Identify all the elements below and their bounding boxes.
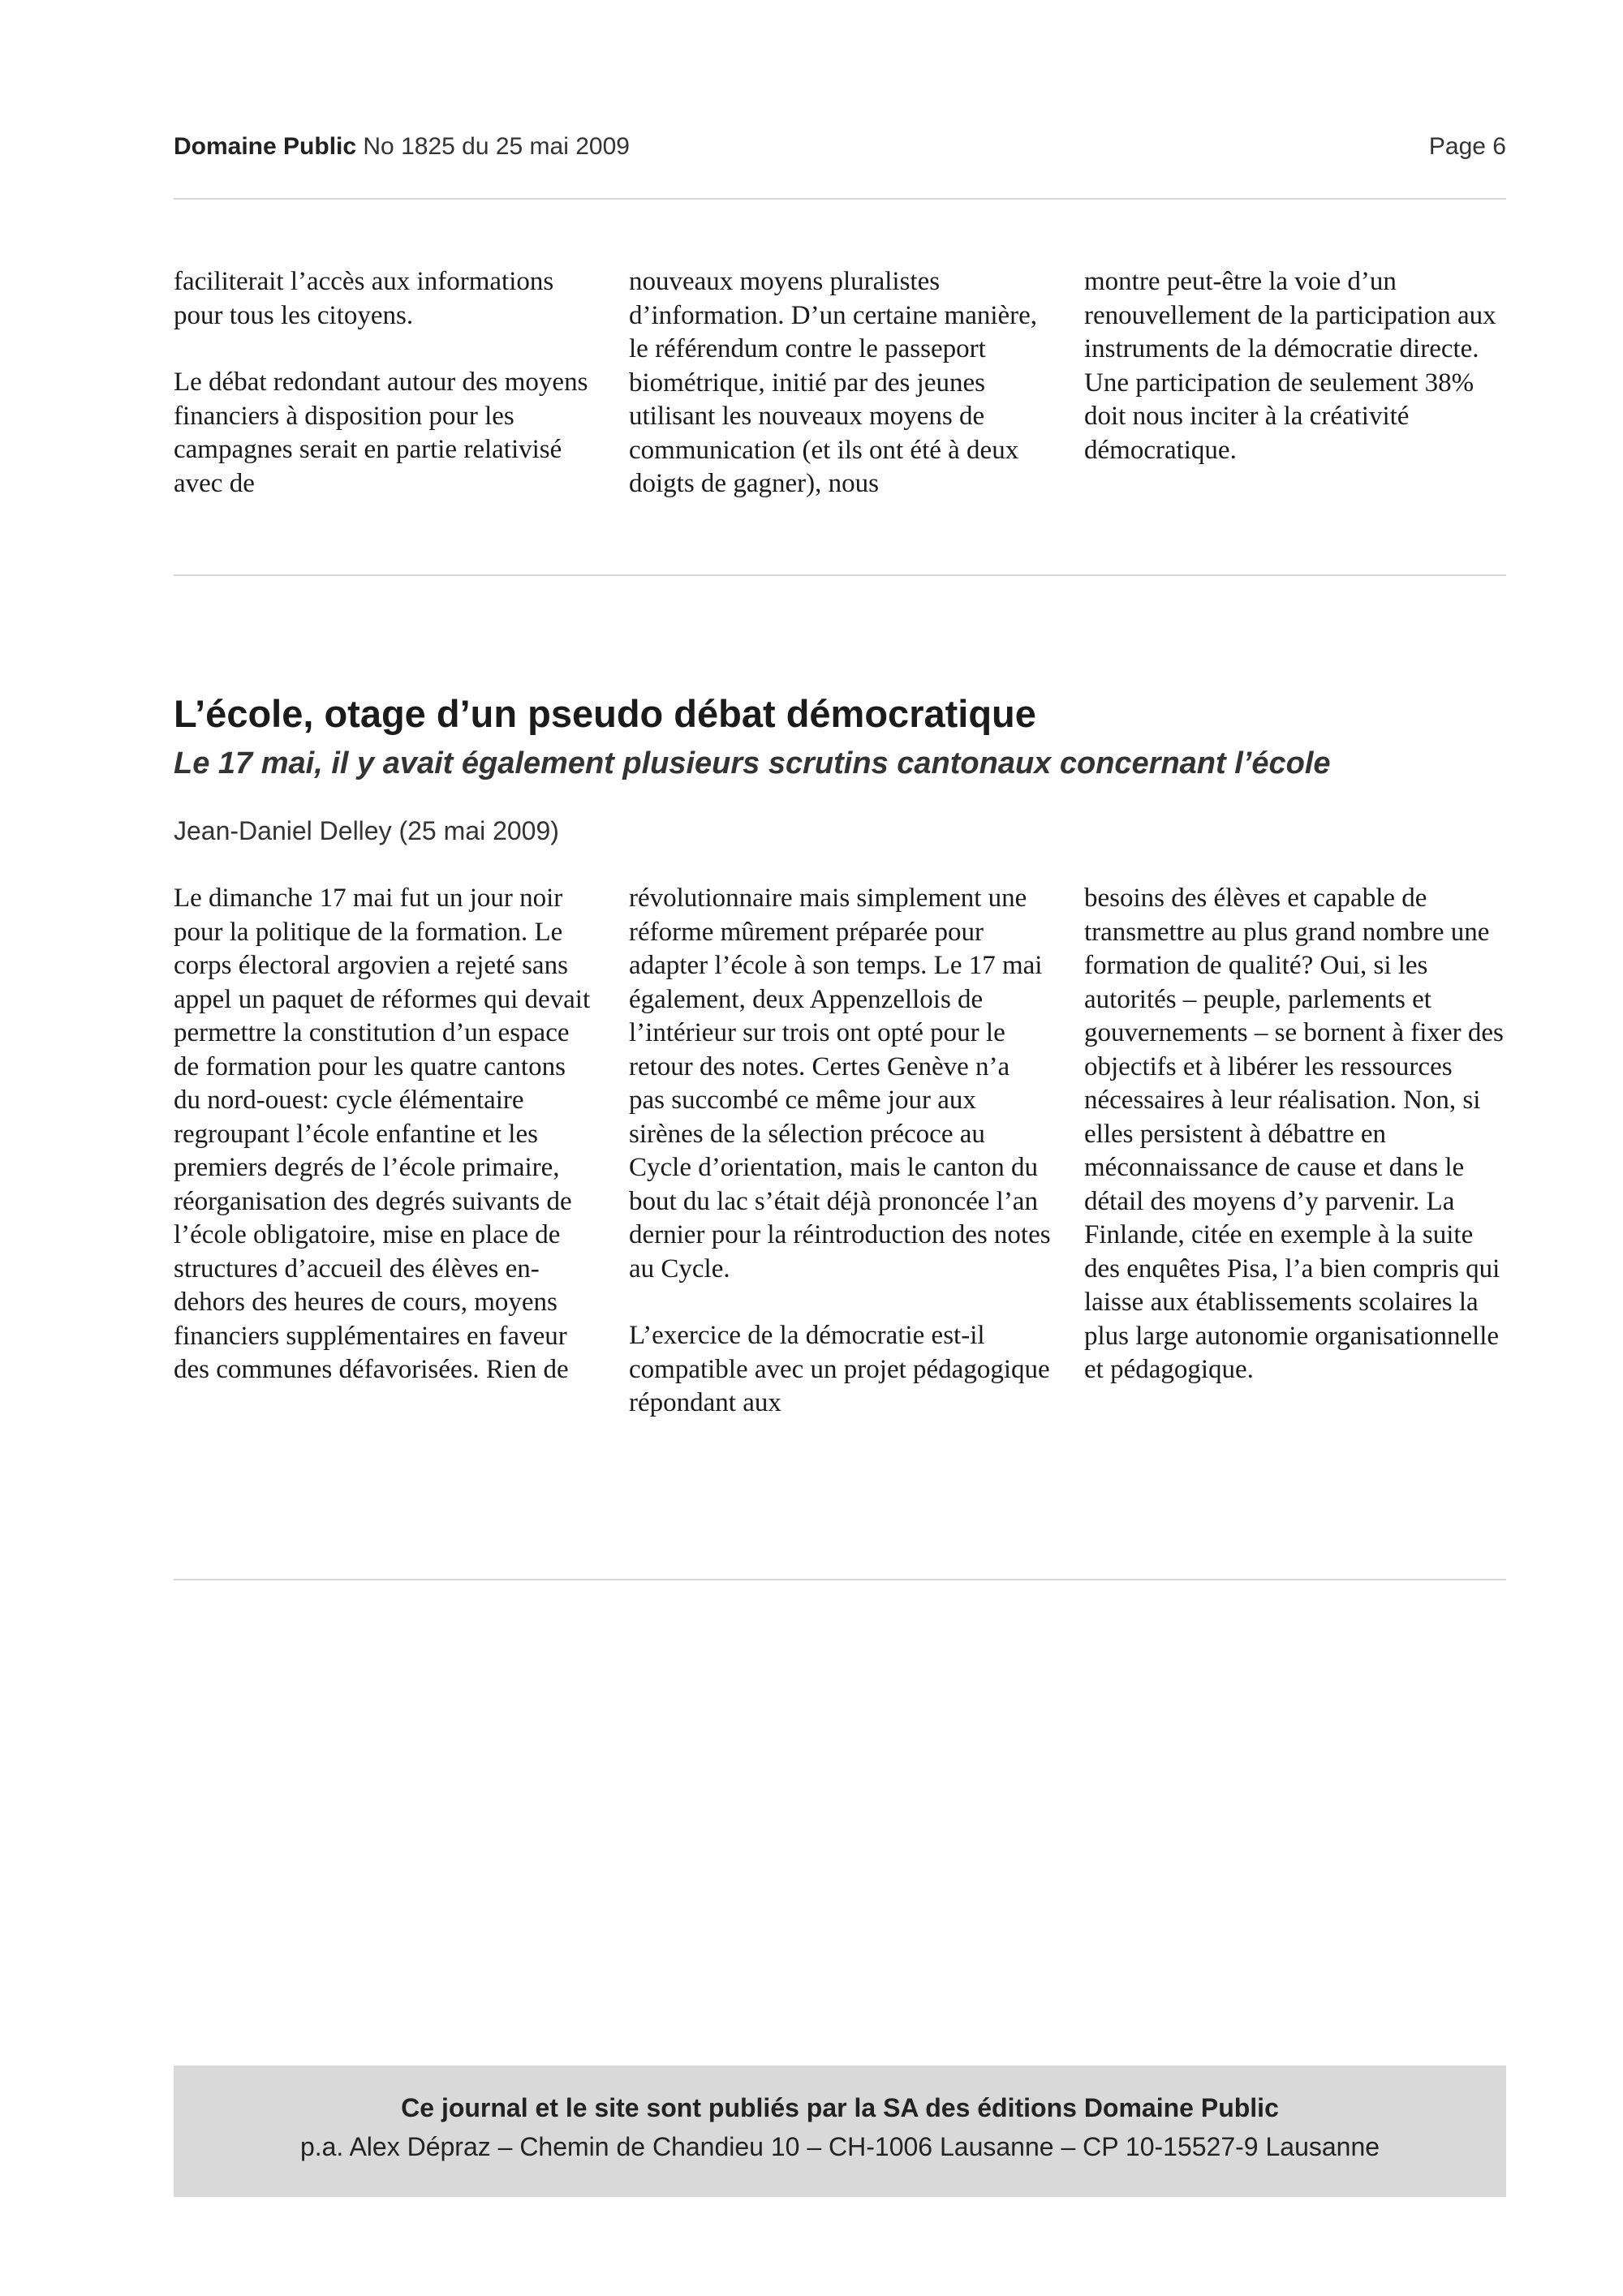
- header-divider: [174, 198, 1506, 200]
- header-left: [174, 133, 630, 161]
- article-subtitle: Le 17 mai, il y avait également plusieurs scrutins cantonaux concernant l’école: [174, 746, 1331, 780]
- article-columns: [174, 882, 1506, 1421]
- paragraph: montre peut-être la voie d’un renouvellement de la participation aux instruments de la démocratie directe. Une participation de seulement 38% doit nous inciter à la créativité démocratique.: [1084, 267, 1496, 465]
- page-footer: [174, 2066, 1506, 2197]
- paragraph: Le débat redondant autour des moyens financiers à disposition pour les campagnes serait en partie relativisé avec de: [174, 368, 588, 498]
- publication-name: Domaine Public: [174, 133, 357, 160]
- footer-publisher: Ce journal et le site sont publiés par la SA des éditions Domaine Public: [401, 2093, 1279, 2122]
- page-header: [174, 133, 1506, 166]
- paragraph: L’exercice de la démocratie est-il compatible avec un projet pédagogique répondant aux: [629, 1321, 1050, 1417]
- article-column-3: [1084, 882, 1506, 1421]
- page-number: Page 6: [1428, 133, 1506, 160]
- article-column-2: [629, 882, 1051, 1421]
- article-divider: [174, 574, 1506, 576]
- paragraph: nouveaux moyens pluralistes d’information. D’un certaine manière, le référendum contre le passeport biométrique, initié par des jeunes utilisant les nouveaux moyens de communication (et ils ont été à deux doigts de gagner), nous: [629, 267, 1038, 498]
- article-byline: Jean-Daniel Delley (25 mai 2009): [174, 816, 559, 845]
- article-end-divider: [174, 1579, 1506, 1580]
- previous-article-column-2: [629, 265, 1051, 501]
- footer-address: p.a. Alex Dépraz – Chemin de Chandieu 10 – CH-1006 Lausanne – CP 10-15527-9 Lausanne: [299, 2132, 1380, 2161]
- previous-article-columns: [174, 265, 1506, 501]
- paragraph: besoins des élèves et capable de transmettre au plus grand nombre une formation de qualité? Oui, si les autorités – peuple, parlements et gouvernements – se bornent à fixer des objectifs et à libérer les ressources nécessaires à leur réalisation. Non, si elles persistent à débattre en méconnaissance de cause et dans le détail des moyens d’y parvenir. La Finlande, citée en exemple à la suite des enquêtes Pisa, l’a bien compris qui laisse aux établissements scolaires la plus large autonomie organisationnelle et pédagogique.: [1084, 884, 1504, 1384]
- article-title: L’école, otage d’un pseudo débat démocratique: [174, 692, 1036, 735]
- article-column-1: [174, 882, 596, 1421]
- previous-article-column-1: [174, 265, 596, 501]
- paragraph: Le dimanche 17 mai fut un jour noir pour la politique de la formation. Le corps électoral argovien a rejeté sans appel un paquet de réformes qui devait permettre la constitution d’un espace de formation pour les quatre cantons du nord-ouest: cycle élémentaire regroupant l’école enfantine et les premiers degrés de l’école primaire, réorganisation des degrés suivants de l’école obligatoire, mise en place de structures d’accueil des élèves en-dehors des heures de cours, moyens financiers supplémentaires en faveur des communes défavorisées. Rien de: [174, 884, 591, 1384]
- issue-info: No 1825 du 25 mai 2009: [363, 133, 630, 160]
- paragraph: révolutionnaire mais simplement une réforme mûrement préparée pour adapter l’école à son temps. Le 17 mai également, deux Appenzellois de l’intérieur sur trois ont opté pour le retour des notes. Certes Genève n’a pas succombé ce même jour aux sirènes de la sélection précoce au Cycle d’orientation, mais le canton du bout du lac s’était déjà prononcée l’an dernier pour la réintroduction des notes au Cycle.: [629, 884, 1051, 1283]
- previous-article-column-3: [1084, 265, 1506, 501]
- paragraph: faciliterait l’accès aux informations pour tous les citoyens.: [174, 267, 554, 330]
